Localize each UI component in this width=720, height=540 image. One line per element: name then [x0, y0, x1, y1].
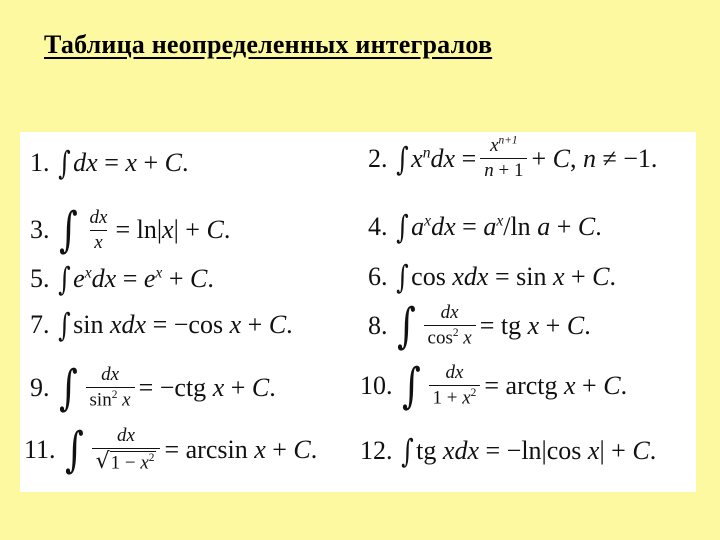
- page-title: Таблица неопределенных интегралов: [44, 30, 493, 59]
- formula-4: 4. ∫ $a^xdx$ = $a^x$ /ln a + C .: [368, 208, 602, 246]
- formula-number: 9.: [30, 373, 50, 402]
- formula-number: 1.: [30, 148, 50, 177]
- formula-number: 8.: [368, 311, 388, 340]
- formula-5: 5. ∫ $e^xdx$ = $e^x$ + C .: [30, 260, 214, 298]
- formula-8: 8. ∫ $\frac{dx}{\cos^2 x}$ = tg x + C .: [368, 298, 591, 354]
- formula-number: 11.: [24, 435, 56, 464]
- formula-number: 2.: [368, 143, 388, 173]
- formula-12: 12. ∫ tg xdx = −ln|cos x | + C .: [360, 432, 657, 470]
- formula-7: 7. ∫ sin xdx = −cos x + C .: [30, 306, 293, 344]
- formula-6: 6. ∫ cos xdx = sin x + C .: [368, 258, 617, 296]
- formula-number: 3.: [30, 215, 50, 244]
- formula-number: 6.: [368, 262, 388, 291]
- formula-10: 10. ∫ $\frac{dx}{1 + x^2}$ = arctg x + C .: [360, 358, 628, 414]
- formula-2: 2. ∫ $x^ndx$ = $\frac{x^{n+1}}{n + 1}$ + C , n ≠ −1.: [368, 135, 658, 182]
- formula-number: 5.: [30, 264, 50, 293]
- formula-11: 11. ∫ dx √ $1 - x^2$ = arcsin x + C .: [24, 422, 318, 478]
- formula-number: 12.: [360, 436, 393, 465]
- formula-1: 1. ∫ dx = x + C .: [30, 144, 189, 182]
- formula-number: 10.: [360, 371, 393, 400]
- formula-number: 4.: [368, 212, 388, 241]
- formula-9: 9. ∫ $\frac{dx}{\sin^2 x}$ = −ctg x + C .: [30, 360, 276, 416]
- formula-number: 7.: [30, 310, 50, 339]
- integral-table: [20, 132, 696, 492]
- formula-3: 3. ∫ $\frac{dx}{x}$ = ln| x | + C .: [30, 202, 231, 258]
